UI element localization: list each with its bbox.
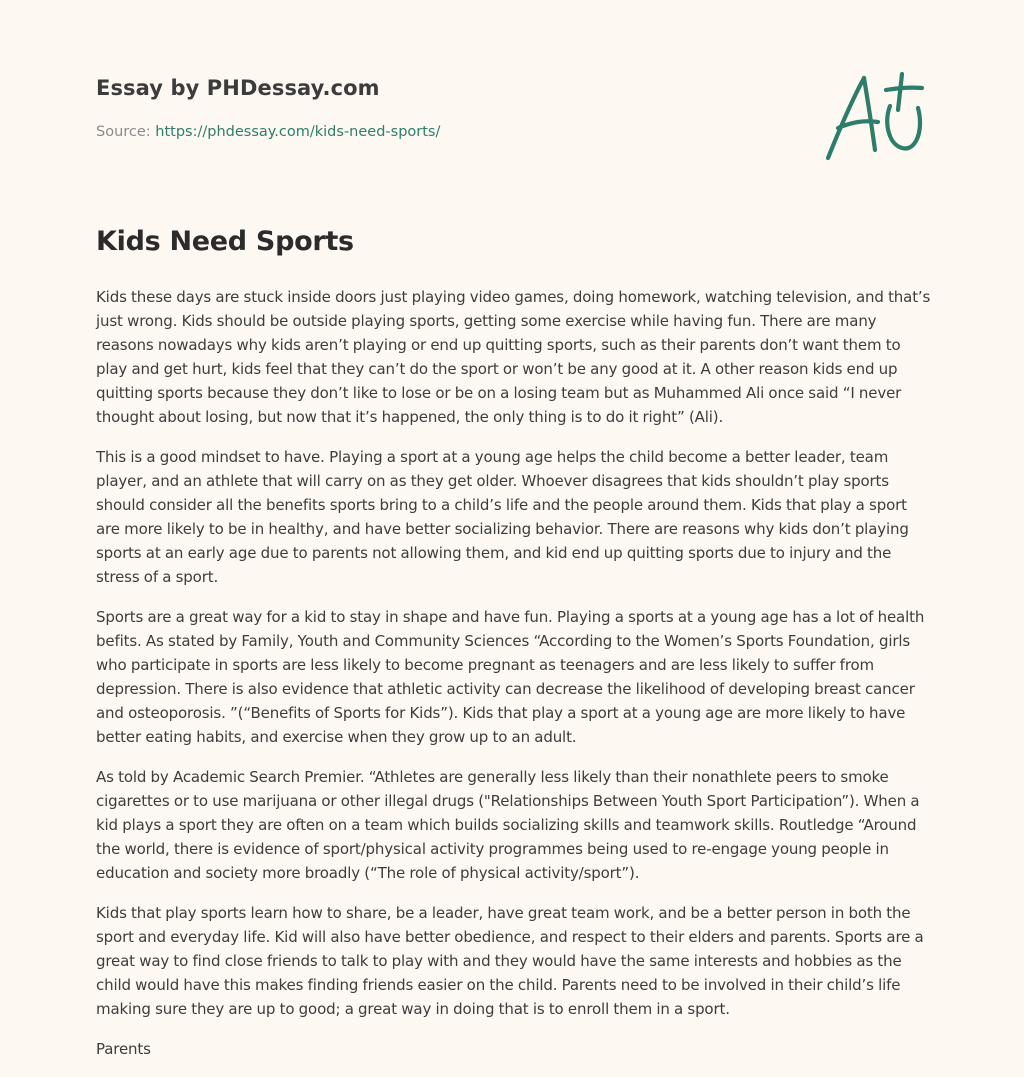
- essay-paragraph-truncated: Parents: [96, 1040, 151, 1058]
- essay-header: [96, 76, 796, 140]
- source-line: [96, 124, 796, 140]
- essay-paragraph: As told by Academic Search Premier. “Athletes are generally less likely than their nonathlete peers to smoke cigarettes or to use marijuana or other illegal drugs ("Relationships Between Youth Sport Participation”). When a kid plays a sport they are often on a team which builds socializing skills and teamwork skills. Routledge “Around the world, there is evidence of sport/physical activity programmes being used to re-engage young people in education and society more broadly (“The role of physical activity/sport”).: [96, 768, 920, 882]
- source-link[interactable]: https://phdessay.com/kids-need-sports/: [155, 124, 441, 140]
- essay-paragraph: Sports are a great way for a kid to stay in shape and have fun. Playing a sports at a young age has a lot of health befits. As stated by Family, Youth and Community Sciences “According to the Women’s Sports Foundation, girls who participate in sports are less likely to become pregnant as teenagers and are less likely to suffer from depression. There is also evidence that athletic activity can decrease the likelihood of developing breast cancer and osteoporosis. ”(“Benefits of Sports for Kids”). Kids that play a sport at a young age are more likely to have better eating habits, and exercise when they grow up to an adult.: [96, 608, 925, 746]
- a-plus-logo-icon: [818, 66, 930, 166]
- essay-paragraph: Kids that play sports learn how to share, be a leader, have great team work, and be a better person in both the sport and everyday life. Kid will also have better obedience, and respect to their elders and parents. Sports are a great way to find close friends to talk to play with and they would have the same interests and hobbies as the child would have this makes finding friends easier on the child. Parents need to be involved in their child’s life making sure they are up to good; a great way in doing that is to enroll them in a sport.: [96, 904, 924, 1018]
- essay-title: Kids Need Sports: [96, 226, 354, 257]
- essay-paragraph: Kids these days are stuck inside doors just playing video games, doing homework, watching television, and that’s just wrong. Kids should be outside playing sports, getting some exercise while having fun. There are many reasons nowadays why kids aren’t playing or end up quitting sports, such as their parents don’t want them to play and get hurt, kids feel that they can’t do the sport or won’t be any good at it. A other reason kids end up quitting sports because they don’t like to lose or be on a losing team but as Muhammed Ali once said “I never thought about losing, but now that it’s happened, the only thing is to do it right” (Ali).: [96, 288, 931, 426]
- brand-title: Essay by PHDessay.com: [96, 76, 380, 100]
- essay-paragraph: This is a good mindset to have. Playing a sport at a young age helps the child become a better leader, team player, and an athlete that will carry on as they get older. Whoever disagrees that kids shouldn’t play sports should consider all the benefits sports bring to a child’s life and the people around them. Kids that play a sport are more likely to be in healthy, and have better socializing behavior. There are reasons why kids don’t playing sports at an early age due to parents not allowing them, and kid end up quitting sports due to injury and the stress of a sport.: [96, 448, 909, 586]
- essay-body: [96, 285, 932, 1077]
- source-label: Source:: [96, 124, 151, 140]
